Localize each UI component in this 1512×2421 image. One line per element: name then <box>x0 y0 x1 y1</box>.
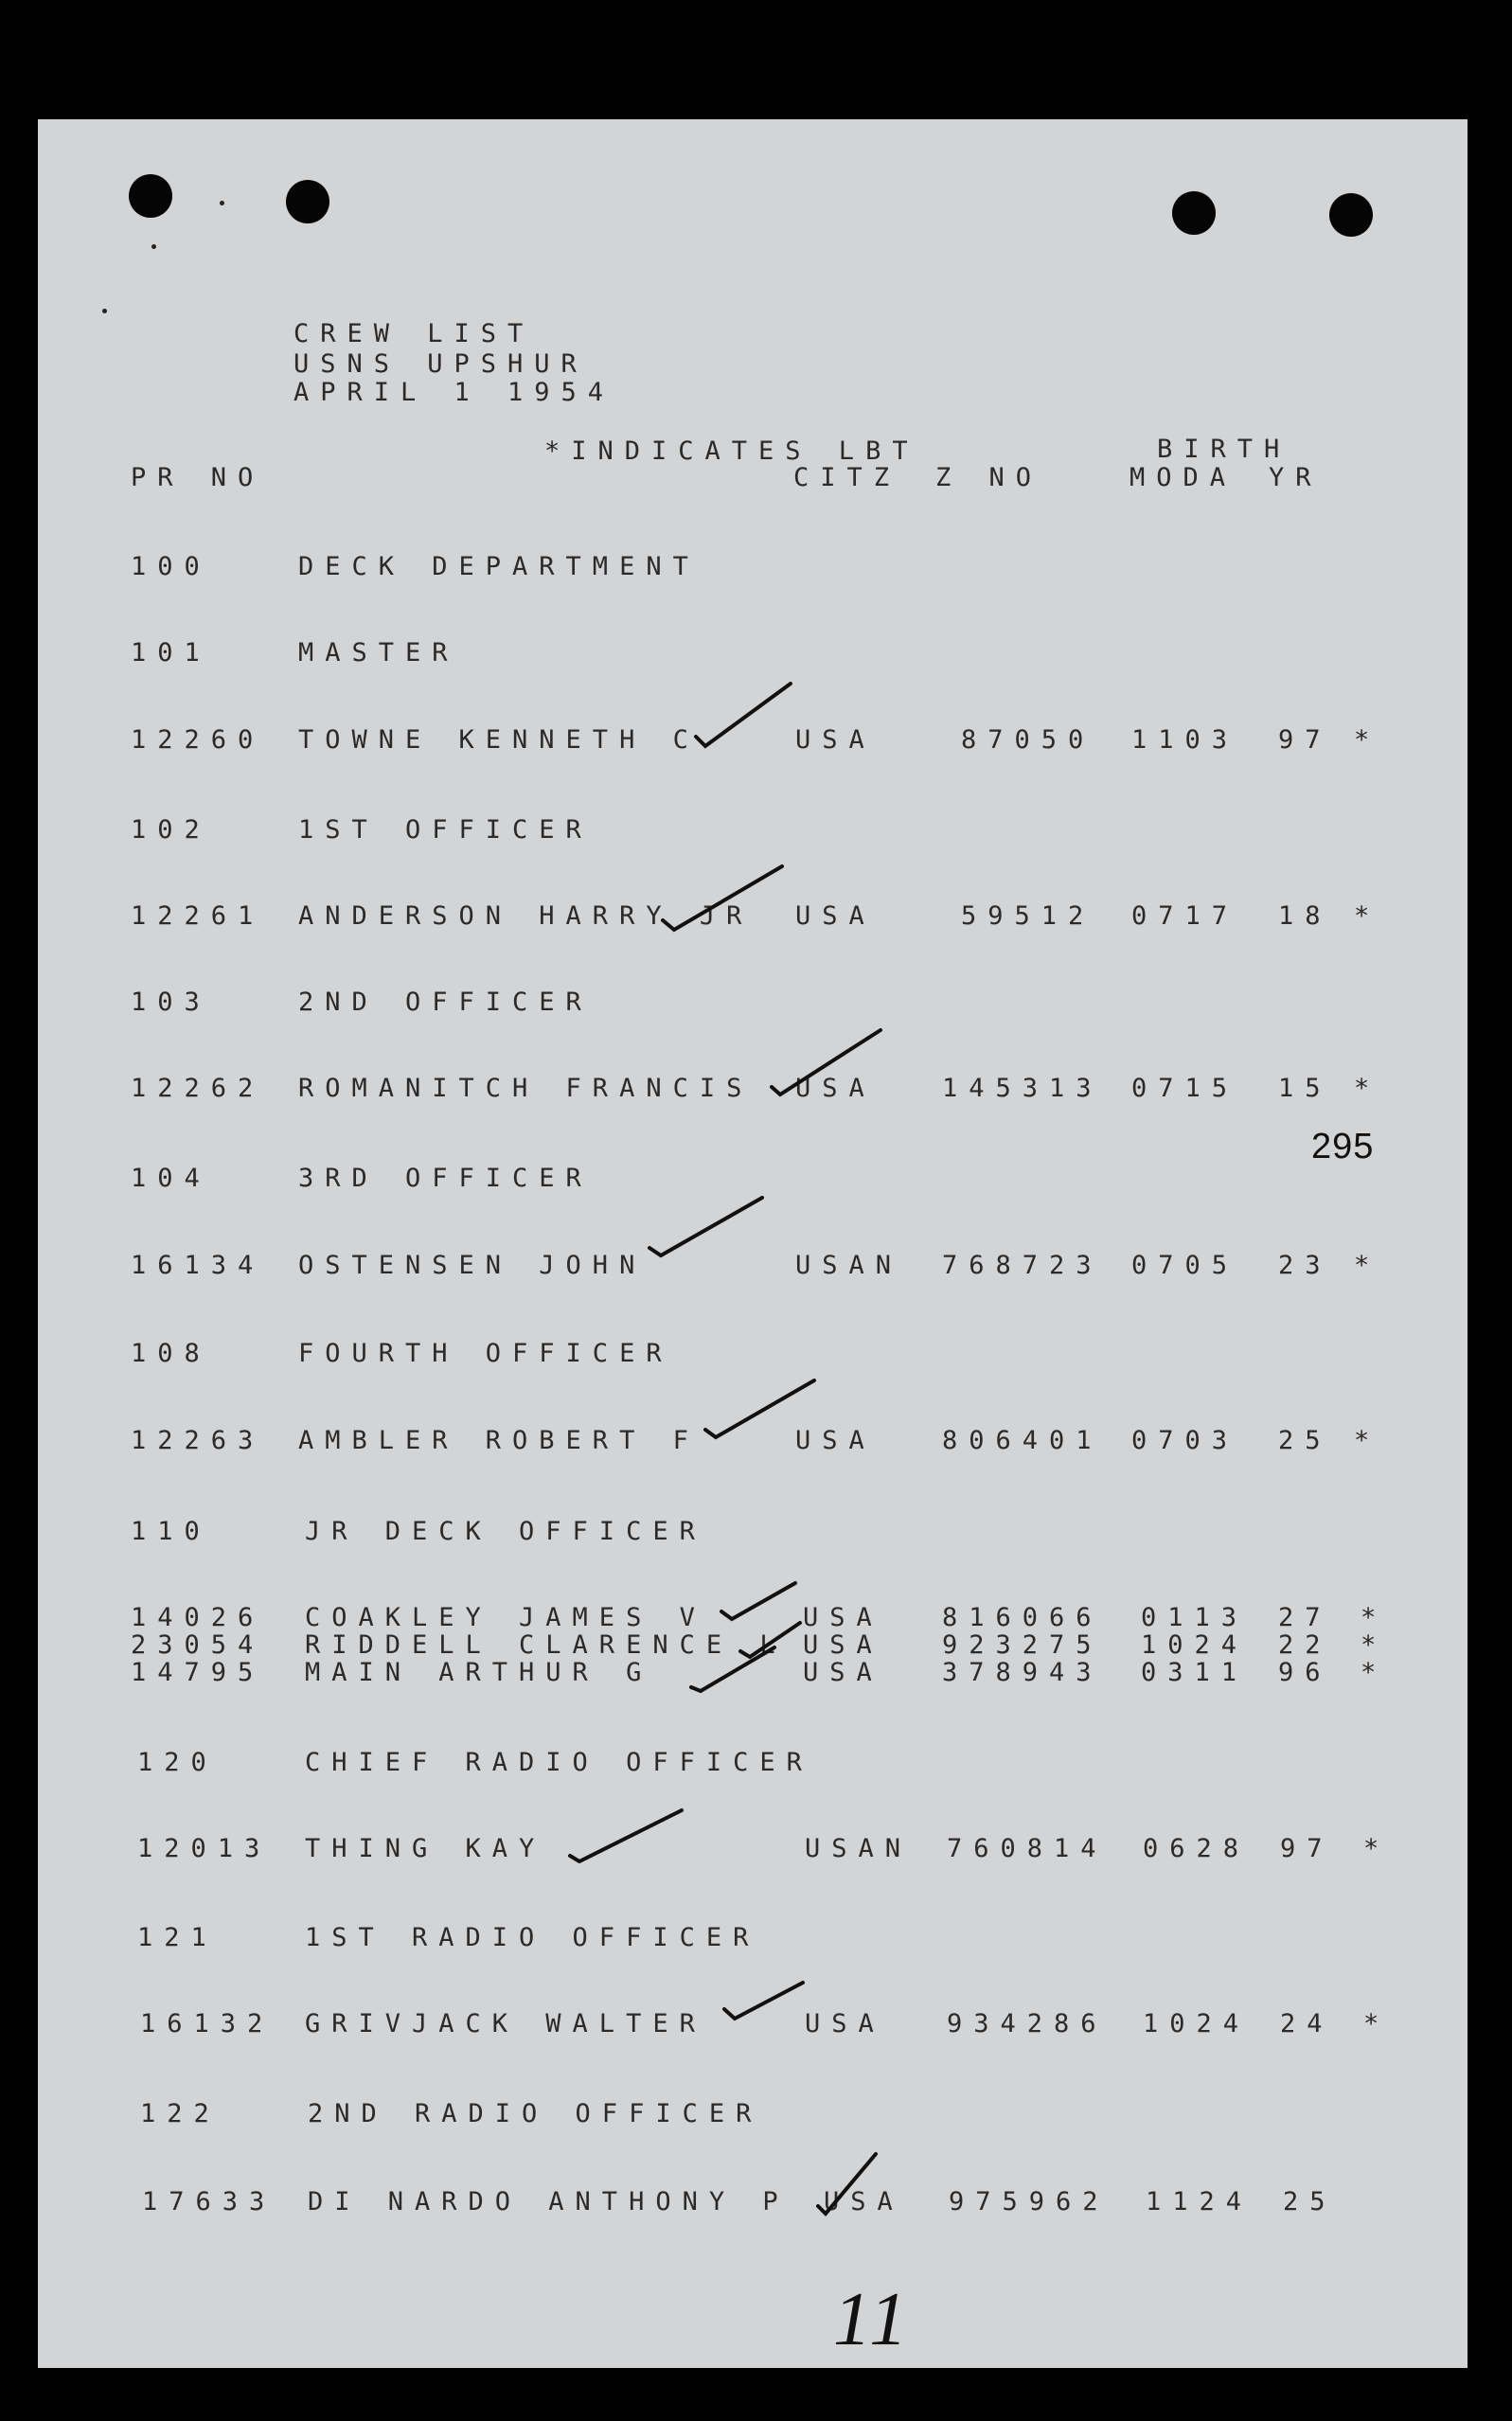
birth-moda: 0703 <box>1131 1426 1239 1455</box>
position-title: CHIEF RADIO OFFICER <box>305 1748 813 1777</box>
citizenship: USA <box>795 725 876 755</box>
citizenship: USA <box>803 1630 883 1660</box>
position-title: 2ND RADIO OFFICER <box>308 2099 763 2128</box>
pr-number: 101 <box>131 638 211 668</box>
ink-speck <box>151 244 156 249</box>
pr-number: 23054 <box>131 1630 265 1660</box>
ink-speck <box>102 309 107 313</box>
z-number: 975962 <box>949 2187 1110 2216</box>
citizenship: USA <box>795 901 876 931</box>
pr-number: 12263 <box>131 1426 265 1455</box>
position-title: MASTER <box>298 638 459 668</box>
birth-moda: 0628 <box>1143 1834 1251 1863</box>
z-number: 760814 <box>947 1834 1108 1863</box>
crew-name: ROMANITCH FRANCIS <box>298 1074 754 1103</box>
pr-number: 122 <box>140 2099 221 2128</box>
punch-hole <box>286 180 329 223</box>
col-pr-no: PR NO <box>131 463 265 492</box>
page-stamp-number: 295 <box>1311 1127 1375 1166</box>
pr-number: 120 <box>137 1748 218 1777</box>
crew-name: AMBLER ROBERT F <box>298 1426 700 1455</box>
birth-year: 25 <box>1283 2187 1337 2216</box>
pr-number: 12013 <box>137 1834 272 1863</box>
position-title: 2ND OFFICER <box>298 988 593 1017</box>
lbt-star: * <box>1354 901 1381 931</box>
birth-heading: BIRTH <box>1157 435 1291 464</box>
birth-moda: 0717 <box>1131 901 1239 931</box>
pr-number: 12262 <box>131 1074 265 1103</box>
z-number: 378943 <box>942 1658 1103 1687</box>
lbt-star: * <box>1354 1251 1381 1280</box>
col-z-no: Z NO <box>935 463 1043 492</box>
birth-year: 97 <box>1278 725 1332 755</box>
pr-number: 14026 <box>131 1603 265 1632</box>
pr-number: 12260 <box>131 725 265 755</box>
col-yr: YR <box>1269 463 1323 492</box>
ink-speck <box>220 201 224 205</box>
pr-number: 108 <box>131 1339 211 1368</box>
pr-number: 12261 <box>131 901 265 931</box>
pr-number: 110 <box>131 1517 211 1546</box>
z-number: 87050 <box>961 725 1095 755</box>
birth-year: 27 <box>1278 1603 1332 1632</box>
lbt-star: * <box>1361 1603 1388 1632</box>
birth-moda: 1024 <box>1141 1630 1249 1660</box>
pr-number: 17633 <box>142 2187 276 2216</box>
citizenship: USA <box>803 1658 883 1687</box>
z-number: 806401 <box>942 1426 1103 1455</box>
birth-year: 96 <box>1278 1658 1332 1687</box>
pr-number: 16132 <box>140 2009 275 2038</box>
pr-number: 102 <box>131 815 211 845</box>
citizenship: USA <box>795 1074 876 1103</box>
birth-year: 18 <box>1278 901 1332 931</box>
lbt-star: * <box>1354 1426 1381 1455</box>
lbt-star: * <box>1354 1074 1381 1103</box>
lbt-star: * <box>1363 1834 1391 1863</box>
crew-name: MAIN ARTHUR G <box>305 1658 653 1687</box>
col-citz: CITZ <box>793 463 901 492</box>
birth-moda: 0715 <box>1131 1074 1239 1103</box>
z-number: 816066 <box>942 1603 1103 1632</box>
pr-number: 16134 <box>131 1251 265 1280</box>
citizenship: USA <box>805 2009 885 2038</box>
birth-year: 24 <box>1280 2009 1334 2038</box>
lbt-star: * <box>1354 725 1381 755</box>
pr-number: 104 <box>131 1164 211 1193</box>
position-title: 1ST RADIO OFFICER <box>305 1923 760 1952</box>
crew-name: GRIVJACK WALTER <box>305 2009 706 2038</box>
position-title: JR DECK OFFICER <box>305 1517 706 1546</box>
z-number: 768723 <box>942 1251 1103 1280</box>
citizenship: USA <box>803 1603 883 1632</box>
position-title: 3RD OFFICER <box>298 1164 593 1193</box>
crew-name: TOWNE KENNETH C <box>298 725 700 755</box>
citizenship: USA <box>795 1426 876 1455</box>
crew-name: COAKLEY JAMES V <box>305 1603 706 1632</box>
position-title: FOURTH OFFICER <box>298 1339 673 1368</box>
birth-year: 25 <box>1278 1426 1332 1455</box>
birth-year: 22 <box>1278 1630 1332 1660</box>
birth-year: 15 <box>1278 1074 1332 1103</box>
pr-number: 14795 <box>131 1658 265 1687</box>
position-title: 1ST OFFICER <box>298 815 593 845</box>
lbt-star: * <box>1363 2009 1391 2038</box>
citizenship: USA <box>824 2187 904 2216</box>
birth-moda: 0113 <box>1141 1603 1249 1632</box>
crew-name: RIDDELL CLARENCE L <box>305 1630 787 1660</box>
citizenship: USAN <box>795 1251 903 1280</box>
birth-moda: 0311 <box>1141 1658 1249 1687</box>
pr-number: 121 <box>137 1923 218 1952</box>
title-line-3: APRIL 1 1954 <box>294 378 615 407</box>
lbt-star: * <box>1361 1658 1388 1687</box>
birth-moda: 1124 <box>1146 2187 1254 2216</box>
crew-name: OSTENSEN JOHN <box>298 1251 647 1280</box>
pencil-mark: 11 <box>833 2278 912 2361</box>
legend-text: *INDICATES LBT <box>544 436 919 466</box>
birth-year: 23 <box>1278 1251 1332 1280</box>
title-line-2: USNS UPSHUR <box>294 349 588 379</box>
z-number: 934286 <box>947 2009 1108 2038</box>
z-number: 923275 <box>942 1630 1103 1660</box>
crew-name: DI NARDO ANTHONY P <box>308 2187 790 2216</box>
title-line-1: CREW LIST <box>294 319 535 348</box>
crew-name: THING KAY <box>305 1834 546 1863</box>
birth-moda: 1024 <box>1143 2009 1251 2038</box>
department-name: DECK DEPARTMENT <box>298 552 700 581</box>
pr-number: 100 <box>131 552 211 581</box>
citizenship: USAN <box>805 1834 913 1863</box>
z-number: 145313 <box>942 1074 1103 1103</box>
lbt-star: * <box>1361 1630 1388 1660</box>
z-number: 59512 <box>961 901 1095 931</box>
col-moda: MODA <box>1130 463 1237 492</box>
birth-moda: 1103 <box>1131 725 1239 755</box>
birth-year: 97 <box>1280 1834 1334 1863</box>
crew-name: ANDERSON HARRY JR <box>298 901 754 931</box>
pr-number: 103 <box>131 988 211 1017</box>
punch-hole <box>129 174 172 218</box>
punch-hole <box>1172 191 1216 235</box>
punch-hole <box>1329 193 1373 237</box>
birth-moda: 0705 <box>1131 1251 1239 1280</box>
